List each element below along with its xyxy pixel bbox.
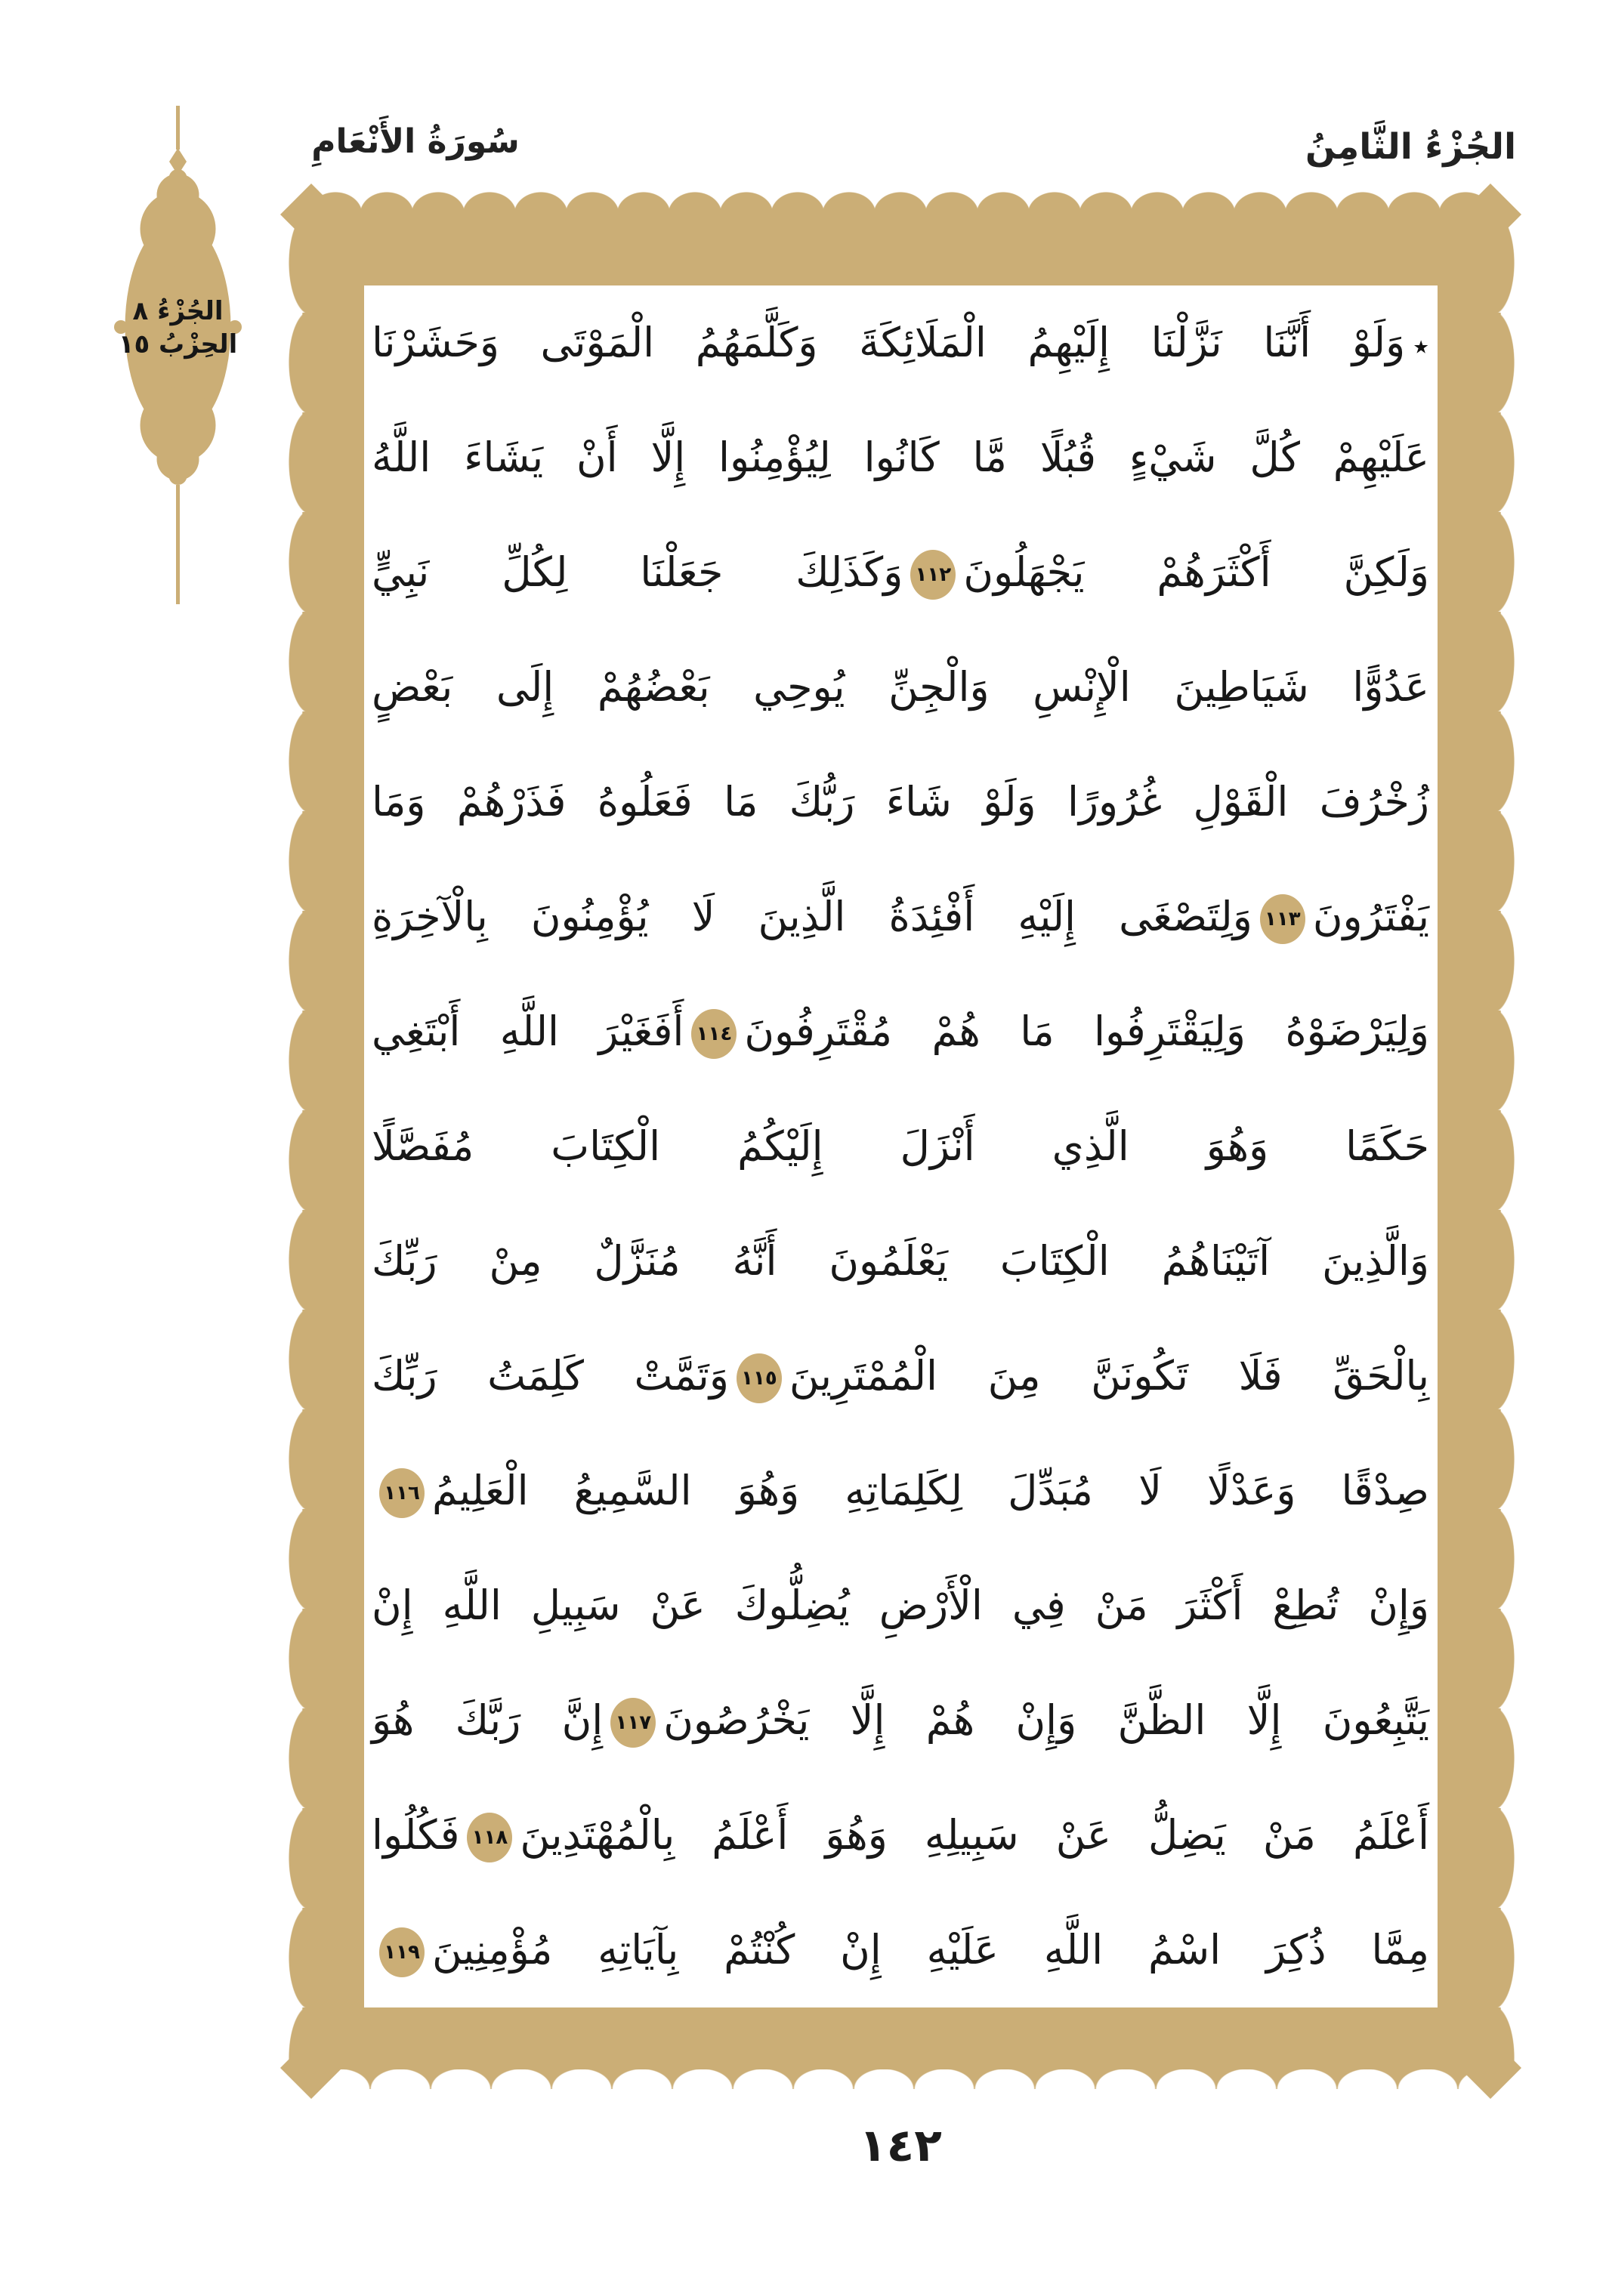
juz-hizb-medallion (106, 106, 250, 604)
quran-line (372, 1319, 1429, 1433)
page-border-top (310, 213, 1492, 285)
verse-text: وَلِيَرْضَوْهُ وَلِيَقْتَرِفُوا مَا هُمْ مُقْتَرِفُونَ (744, 1008, 1429, 1055)
verse-text: وَكَذَلِكَ جَعَلْنَا لِكُلِّ نَبِيٍّ (372, 548, 903, 596)
medallion-hizb-label: الحِزْبُ ١٥ (118, 329, 238, 360)
page-border-left-scallops (289, 213, 311, 2069)
quran-line (372, 1433, 1429, 1548)
juz-title-header: الجُزْءُ الثَّامِنُ (1305, 126, 1517, 168)
verse-number-badge: ١١٢ (910, 550, 956, 600)
verse-text: زُخْرُفَ الْقَوْلِ غُرُورًا وَلَوْ شَاءَ رَبُّكَ مَا فَعَلُوهُ فَذَرْهُمْ وَمَا (372, 778, 1429, 826)
page-border-bottom (310, 2007, 1492, 2069)
quran-line (372, 400, 1429, 515)
page-border-top-scallops (310, 192, 1492, 214)
verse-text: عَدُوًّا شَيَاطِينَ الْإِنْسِ وَالْجِنِّ يُوحِي بَعْضُهُمْ إِلَى بَعْضٍ (372, 663, 1429, 711)
page-border-right-scallops (1492, 213, 1515, 2069)
rub-el-hizb-icon: ٭ (1413, 329, 1429, 364)
verse-number-badge: ١١٥ (737, 1353, 782, 1403)
verse-text: عَلَيْهِمْ كُلَّ شَيْءٍ قُبُلًا مَّا كَانُوا لِيُؤْمِنُوا إِلَّا أَنْ يَشَاءَ اللَّهُ (372, 434, 1429, 481)
page-border-left (310, 213, 364, 2069)
verse-text: أَعْلَمُ مَنْ يَضِلُّ عَنْ سَبِيلِهِ وَهُوَ أَعْلَمُ بِالْمُهْتَدِينَ (520, 1811, 1429, 1859)
page-number: ١٤٢ (859, 2119, 942, 2172)
quran-line (372, 515, 1429, 630)
page-border-right (1438, 213, 1492, 2069)
quran-line (372, 859, 1429, 974)
quran-line (372, 1778, 1429, 1893)
medallion-juz-label: الجُزْءُ ٨ (132, 296, 224, 326)
verse-text: مِمَّا ذُكِرَ اسْمُ اللَّهِ عَلَيْهِ إِنْ كُنْتُمْ بِآيَاتِهِ مُؤْمِنِينَ (432, 1926, 1429, 1974)
verse-text: أَفَغَيْرَ اللَّهِ أَبْتَغِي (372, 1008, 684, 1055)
verse-text: صِدْقًا وَعَدْلًا لَا مُبَدِّلَ لِكَلِمَاتِهِ وَهُوَ السَّمِيعُ الْعَلِيمُ (432, 1467, 1429, 1514)
verse-text: وَالَّذِينَ آتَيْنَاهُمُ الْكِتَابَ يَعْلَمُونَ أَنَّهُ مُنَزَّلٌ مِنْ رَبِّكَ (372, 1237, 1429, 1285)
verse-text: إِنَّ رَبَّكَ هُوَ (372, 1696, 604, 1744)
verse-number-badge: ١١٦ (379, 1468, 425, 1518)
verse-text: بِالْحَقِّ فَلَا تَكُونَنَّ مِنَ الْمُمْتَرِينَ (789, 1352, 1430, 1400)
verse-text: وَلَوْ أَنَّنَا نَزَّلْنَا إِلَيْهِمُ الْمَلَائِكَةَ وَكَلَّمَهُمُ الْمَوْتَى وَحَشَرْنَا (372, 319, 1406, 366)
quran-line (372, 1663, 1429, 1778)
verse-number-badge: ١١٣ (1260, 894, 1305, 944)
verse-text: يَفْتَرُونَ (1312, 893, 1429, 940)
quran-line (372, 745, 1429, 859)
verse-number-badge: ١١٩ (379, 1927, 425, 1977)
quran-line (372, 1548, 1429, 1663)
verse-number-badge: ١١٧ (610, 1698, 656, 1748)
surah-title-header: سُورَةُ الأَنْعَامِ (311, 122, 520, 161)
verse-text: وَلِتَصْغَى إِلَيْهِ أَفْئِدَةُ الَّذِينَ لَا يُؤْمِنُونَ بِالْآخِرَةِ (372, 893, 1252, 940)
page-border-bottom-teeth (310, 2068, 1492, 2089)
verse-text: يَتَّبِعُونَ إِلَّا الظَّنَّ وَإِنْ هُمْ إِلَّا يَخْرُصُونَ (663, 1696, 1429, 1744)
verse-text: حَكَمًا وَهُوَ الَّذِي أَنْزَلَ إِلَيْكُمُ الْكِتَابَ مُفَصَّلًا (372, 1122, 1429, 1170)
verse-text: فَكُلُوا (372, 1811, 460, 1859)
verse-text: وَإِنْ تُطِعْ أَكْثَرَ مَنْ فِي الْأَرْضِ يُضِلُّوكَ عَنْ سَبِيلِ اللَّهِ إِنْ (372, 1582, 1429, 1629)
verse-number-badge: ١١٤ (691, 1009, 737, 1059)
verse-number-badge: ١١٨ (467, 1813, 512, 1862)
verse-text: وَلَكِنَّ أَكْثَرَهُمْ يَجْهَلُونَ (963, 548, 1429, 596)
quran-line (372, 1089, 1429, 1204)
quran-line (372, 1893, 1429, 2007)
quran-lines (372, 285, 1429, 2007)
quran-line (372, 285, 1429, 400)
quran-line (372, 630, 1429, 745)
quran-line (372, 974, 1429, 1089)
quran-line (372, 1204, 1429, 1319)
verse-text: وَتَمَّتْ كَلِمَتُ رَبِّكَ (372, 1352, 729, 1400)
